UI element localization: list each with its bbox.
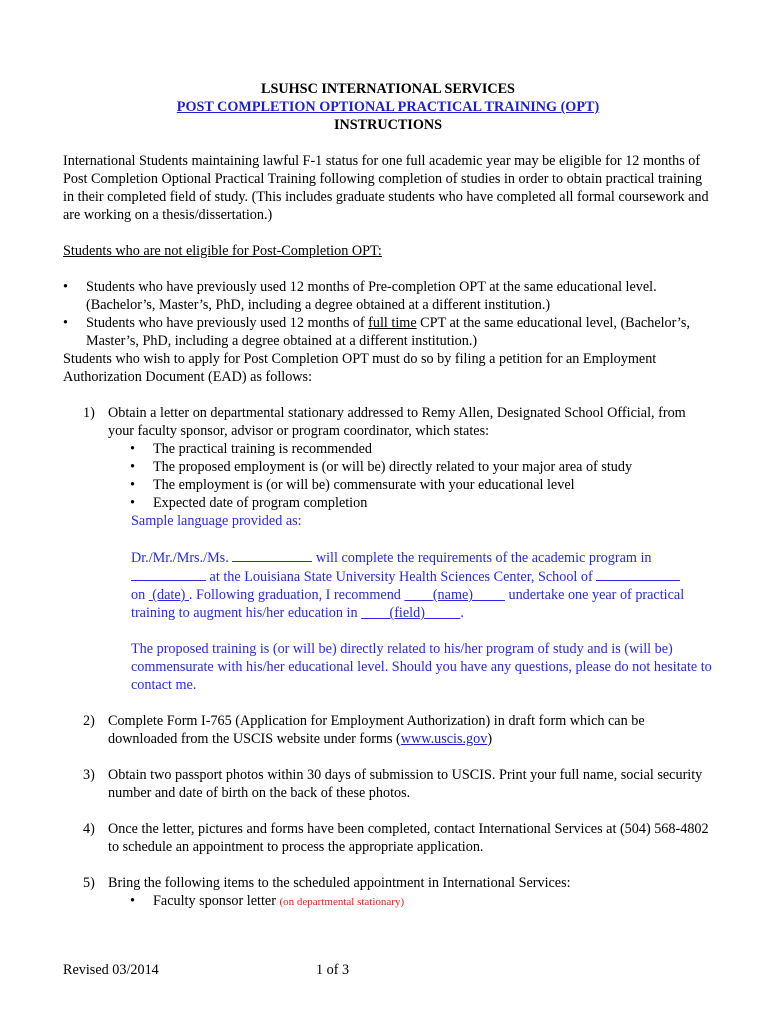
step-number: 2) <box>83 713 95 729</box>
step-text: Once the letter, pictures and forms have been completed, contact International Services at (504) 568-4802 to schedule an appointment to process the appropriate application. <box>108 821 709 855</box>
step-5 <box>63 874 713 911</box>
sample-text: . Following graduation, I recommend <box>188 587 405 603</box>
step-text <box>108 712 713 748</box>
header-org: LSUHSC INTERNATIONAL SERVICES <box>261 81 515 97</box>
name-placeholder <box>404 587 504 603</box>
list-item: • Expected date of program completion <box>130 494 713 512</box>
sample-text: will complete the requirements of the academic program in <box>312 550 652 566</box>
step-1 <box>63 404 713 512</box>
revised-date: Revised 03/2014 <box>63 962 159 978</box>
step-number: 4) <box>83 821 95 837</box>
field-placeholder <box>361 605 460 621</box>
header-title[interactable] <box>63 98 713 116</box>
sample-language <box>63 512 713 694</box>
sample-letter <box>131 548 713 622</box>
blank-program-line <box>131 567 206 581</box>
steps-list-continued <box>63 712 713 911</box>
header-instructions: INSTRUCTIONS <box>333 117 442 133</box>
field-label: (field) <box>389 605 425 621</box>
full-time-text: full time <box>368 315 417 331</box>
sample-text: undertake one year of practical training to augment his/her education in <box>131 587 685 621</box>
step-number: 1) <box>83 405 95 421</box>
sample-paragraph-2: The proposed training is (or will be) directly related to his/her program of study and is (will be) commensurate with his/her educational level. Should you have any questions, please do not hesitate to contact me. <box>131 641 712 693</box>
stationary-note: (on departmental stationary) <box>279 896 405 908</box>
apply-intro: Students who wish to apply for Post Completion OPT must do so by filing a petition for an Employment Authorization Document (EAD) as follows: <box>63 351 657 385</box>
step-5-bullets <box>108 892 713 911</box>
list-item: • The employment is (or will be) commensurate with your educational level <box>130 476 713 494</box>
name-label: (name) <box>432 587 474 603</box>
sample-text: . <box>460 605 464 621</box>
not-eligible-heading: Students who are not eligible for Post-Completion OPT: <box>63 243 382 259</box>
step-text: Obtain two passport photos within 30 days of submission to USCIS. Print your full name, social security number and date of birth on the back of these photos. <box>108 767 703 801</box>
steps-list <box>63 404 713 512</box>
item-text: Students who have previously used 12 months of <box>86 315 369 331</box>
intro-paragraph: International Students maintaining lawful F-1 status for one full academic year may be eligible for 12 months of Post Completion Optional Practical Training following completion of studies in order to obtain practical training in their completed field of study. (This includes graduate students who have completed all formal coursework and are working on a thesis/dissertation.) <box>63 153 709 223</box>
step-3 <box>63 766 713 802</box>
item-text: CPT at the same educational level, (Bachelor’s, Master’s, PhD, including a degree obtained at a different institution.) <box>86 315 690 349</box>
list-item <box>63 314 713 350</box>
sample-text: on <box>131 587 149 603</box>
not-eligible-list <box>63 278 713 350</box>
step-2-text-end: ) <box>487 731 493 747</box>
sample-text: at the Louisiana State University Health Sciences Center, School of <box>206 569 597 585</box>
step-number: 3) <box>83 767 95 783</box>
blank-school-line <box>596 567 680 581</box>
list-item: • Students who have previously used 12 months of Pre-completion OPT at the same educational level. (Bachelor’s, Master’s, PhD, including a degree obtained at a different institution.) <box>63 278 713 314</box>
uscis-link[interactable]: www.uscis.gov <box>400 731 488 747</box>
step-2-text: Complete Form I-765 (Application for Employment Authorization) in draft form which can be downloaded from the USCIS website under forms ( <box>108 713 645 747</box>
item-text: Faculty sponsor letter <box>153 893 280 909</box>
step-1-bullets <box>108 440 713 512</box>
document-page <box>63 80 713 911</box>
sample-text: Dr./Mr./Mrs./Ms. <box>131 550 233 566</box>
blank-name-line <box>232 548 312 562</box>
sample-label: Sample language provided as: <box>131 513 302 529</box>
page-footer <box>63 962 713 979</box>
page-number: 1 of 3 <box>316 962 350 978</box>
step-4 <box>63 820 713 856</box>
date-placeholder <box>149 587 189 603</box>
list-item: • The practical training is recommended <box>130 440 713 458</box>
title-link[interactable]: POST COMPLETION OPTIONAL PRACTICAL TRAINING (OPT) <box>176 99 600 115</box>
step-text: Obtain a letter on departmental stationary addressed to Remy Allen, Designated School Official, from your faculty sponsor, advisor or program coordinator, which states: <box>108 405 686 439</box>
step-number: 5) <box>83 875 95 891</box>
list-item <box>130 892 713 911</box>
list-item: • The proposed employment is (or will be) directly related to your major area of study <box>130 458 713 476</box>
step-2 <box>63 712 713 748</box>
step-text: Bring the following items to the scheduled appointment in International Services: <box>108 875 571 891</box>
date-label: (date) <box>152 587 186 603</box>
